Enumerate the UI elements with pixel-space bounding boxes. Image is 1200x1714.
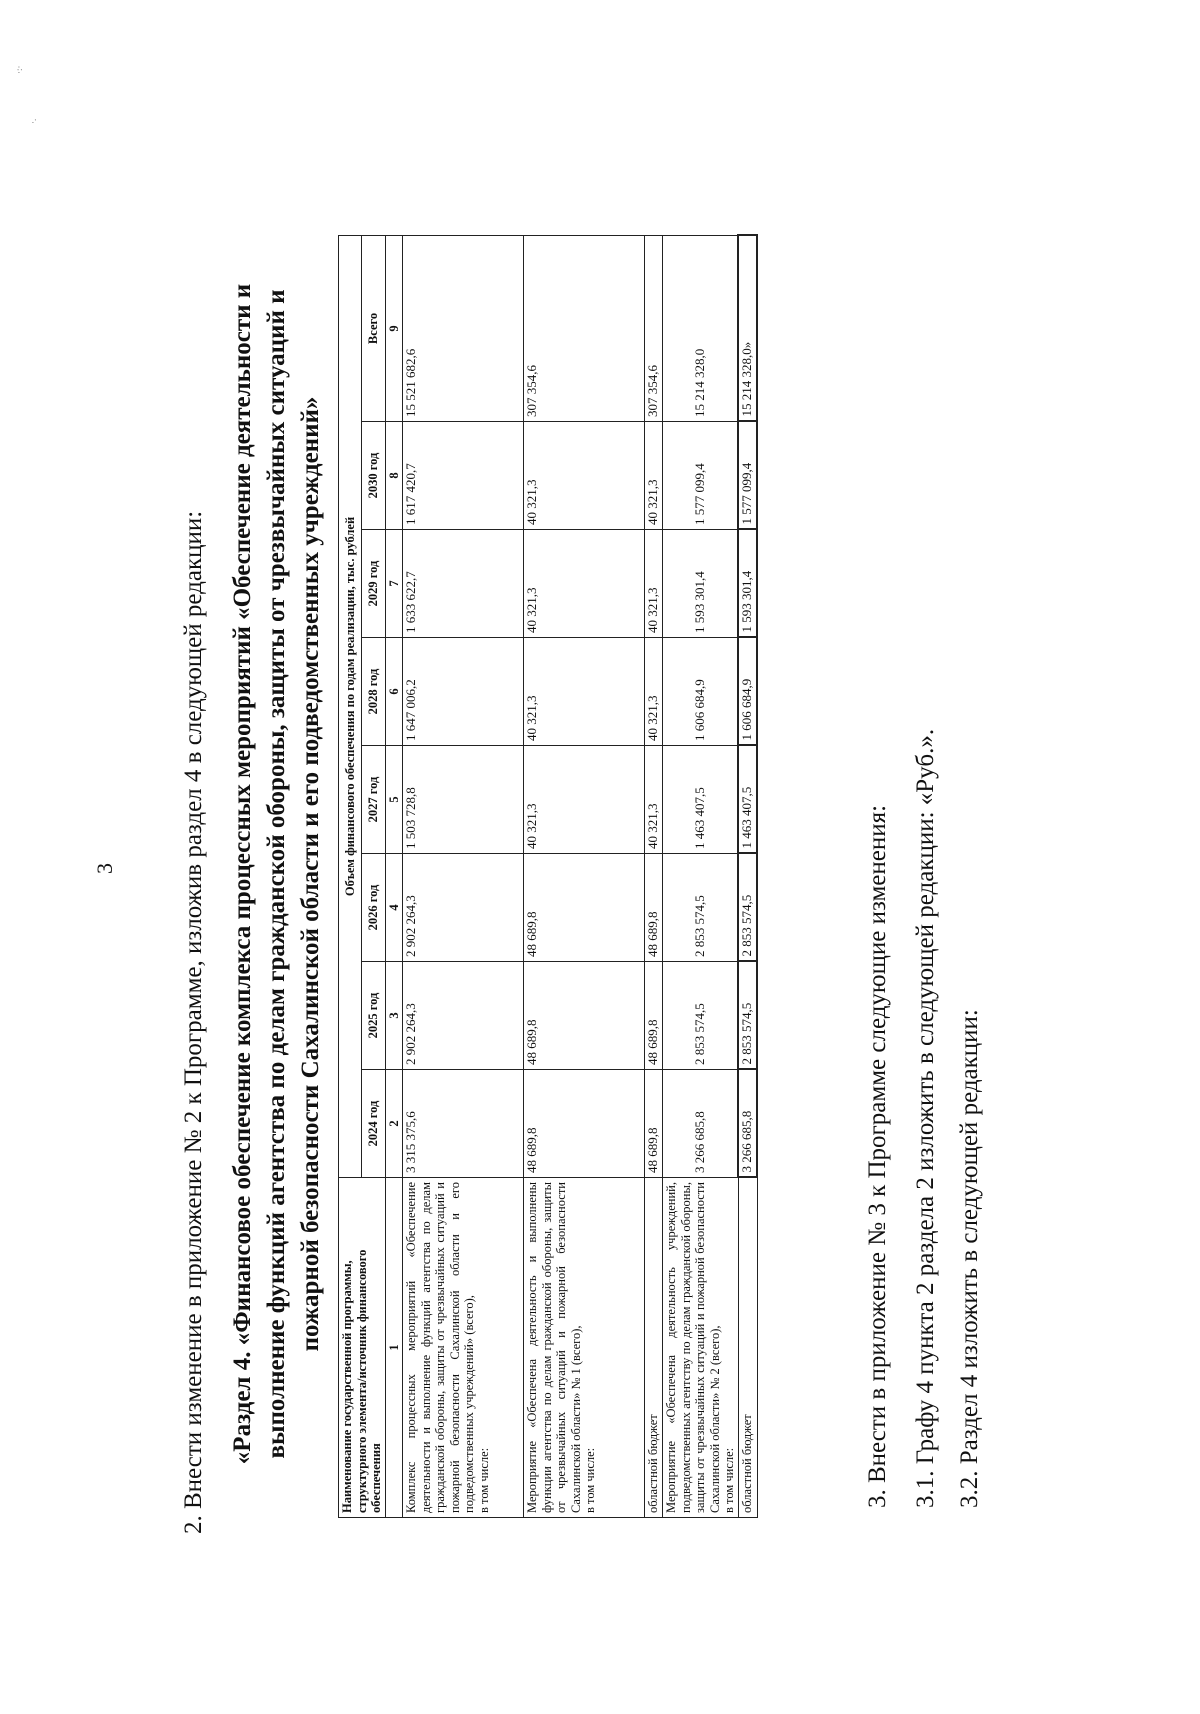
value-cell: 40 321,3	[524, 638, 645, 746]
amendment-item-3-1: 3.1. Графу 4 пункта 2 раздела 2 изложить в следующей редакции: «Руб.».	[912, 728, 939, 1508]
row-subnote: в том числе:	[583, 1447, 597, 1513]
value-cell: 3 315 375,6	[403, 1070, 524, 1178]
value-cell: 48 689,8	[645, 854, 663, 962]
value-cell: 1 593 301,4	[663, 530, 739, 638]
column-number: 5	[385, 746, 403, 854]
value-cell: 40 321,3	[524, 422, 645, 530]
row-name-cell	[645, 1178, 663, 1518]
value-cell: 48 689,8	[524, 1070, 645, 1178]
column-number: 1	[385, 1178, 403, 1518]
amendment-item-2: 2. Внести изменение в приложение № 2 к Программе, изложив раздел 4 в следующей редакции:	[180, 510, 207, 1534]
value-cell: 3 266 685,8	[663, 1070, 739, 1178]
value-cell: 2 853 574,5	[738, 854, 757, 962]
table-row	[645, 235, 663, 1517]
column-number: 7	[385, 530, 403, 638]
total-cell: 307 354,6	[645, 235, 663, 421]
value-cell: 3 266 685,8	[738, 1070, 757, 1178]
scan-speck-mark: ·:·	[14, 65, 24, 74]
financing-table	[338, 234, 758, 1518]
value-cell: 1 617 420,7	[403, 422, 524, 530]
value-cell: 40 321,3	[524, 746, 645, 854]
value-cell: 40 321,3	[524, 530, 645, 638]
value-cell: 2 902 264,3	[403, 962, 524, 1070]
year-header: 2024 год	[362, 1070, 385, 1178]
value-cell: 1 577 099,4	[663, 422, 739, 530]
row-name: Мероприятие «Обеспечена деятельность и выполнены функции агентства по делам гражданской обороны, защиты от чрезвычайных ситуаций и пожарной безопасности Сахалинской области» № 1 (всего),	[525, 1182, 583, 1513]
column-number: 4	[385, 854, 403, 962]
total-cell: 15 214 328,0	[663, 235, 739, 421]
row-name: областной бюджет	[739, 1414, 754, 1513]
row-name: областной бюджет	[646, 1414, 660, 1513]
row-name-cell	[663, 1178, 739, 1518]
value-cell: 48 689,8	[524, 854, 645, 962]
value-cell: 48 689,8	[524, 962, 645, 1070]
row-subnote: в том числе:	[722, 1447, 736, 1513]
volume-header: Объем финансового обеспечения по годам реализации, тыс. рублей	[339, 235, 362, 1177]
table-row	[403, 235, 524, 1517]
year-header: 2026 год	[362, 854, 385, 962]
column-number: 9	[385, 235, 403, 421]
column-number: 3	[385, 962, 403, 1070]
value-cell: 1 463 407,5	[663, 746, 739, 854]
value-cell: 1 463 407,5	[738, 746, 757, 854]
amendment-item-3: 3. Внести в приложение № 3 к Программе следующие изменения:	[864, 804, 891, 1508]
value-cell: 40 321,3	[645, 422, 663, 530]
column-number: 2	[385, 1070, 403, 1178]
row-name: Мероприятие «Обеспечена деятельность учреждений, подведомственных агентству по делам гражданской обороны, защиты от чрезвычайных ситуаций и пожарной безопасности Сахалинской области» № 2 (всего),	[664, 1182, 722, 1513]
year-header: 2029 год	[362, 530, 385, 638]
value-cell: 1 606 684,9	[663, 638, 739, 746]
row-name-cell	[403, 1178, 524, 1518]
value-cell: 40 321,3	[645, 638, 663, 746]
value-cell: 2 853 574,5	[738, 962, 757, 1070]
table-header-row	[339, 235, 362, 1517]
table-row	[524, 235, 645, 1517]
total-cell: 15 214 328,0»	[738, 235, 757, 421]
amendment-item-3-2: 3.2. Раздел 4 изложить в следующей редакции:	[956, 1009, 983, 1508]
row-name-cell	[738, 1178, 757, 1518]
row-name: Комплекс процессных мероприятий «Обеспечение деятельности и выполнение функций агентства по делам гражданской обороны, защиты от чрезвычайных ситуаций и пожарной безопасности Сахалинской области и его подведомственных учреждений» (всего),	[404, 1182, 476, 1513]
value-cell: 1 633 622,7	[403, 530, 524, 638]
row-subnote: в том числе:	[476, 1447, 491, 1513]
value-cell: 1 503 728,8	[403, 746, 524, 854]
value-cell: 1 593 301,4	[738, 530, 757, 638]
section-heading: «Раздел 4. «Финансовое обеспечение комплекса процессных мероприятий «Обеспечение деятельности и выполнение функций агентства по делам гражданской обороны, защиты от чрезвычайных ситуаций и пожарной безопасности Сахалинской области и его подведомственных учреждений»	[229, 283, 324, 1465]
total-header: Всего	[362, 235, 385, 421]
year-header: 2025 год	[362, 962, 385, 1070]
value-cell: 1 606 684,9	[738, 638, 757, 746]
value-cell: 2 853 574,5	[663, 962, 739, 1070]
row-name-cell	[524, 1178, 645, 1518]
column-number-row	[385, 235, 403, 1517]
table-row	[738, 235, 757, 1517]
table-row	[663, 235, 739, 1517]
value-cell: 40 321,3	[645, 530, 663, 638]
year-header: 2028 год	[362, 638, 385, 746]
value-cell: 48 689,8	[645, 962, 663, 1070]
value-cell: 1 577 099,4	[738, 422, 757, 530]
total-cell: 307 354,6	[524, 235, 645, 421]
value-cell: 48 689,8	[645, 1070, 663, 1178]
name-column-header: Наименование государственной программы, структурного элемента/источник финансового обеспечения	[339, 1178, 386, 1518]
value-cell: 40 321,3	[645, 746, 663, 854]
year-header: 2027 год	[362, 746, 385, 854]
value-cell: 2 853 574,5	[663, 854, 739, 962]
year-header: 2030 год	[362, 422, 385, 530]
value-cell: 1 647 006,2	[403, 638, 524, 746]
total-cell: 15 521 682,6	[403, 235, 524, 421]
column-number: 8	[385, 422, 403, 530]
scan-speck-mark: ·.	[28, 118, 38, 124]
column-number: 6	[385, 638, 403, 746]
page-number: 3	[92, 863, 117, 874]
value-cell: 2 902 264,3	[403, 854, 524, 962]
